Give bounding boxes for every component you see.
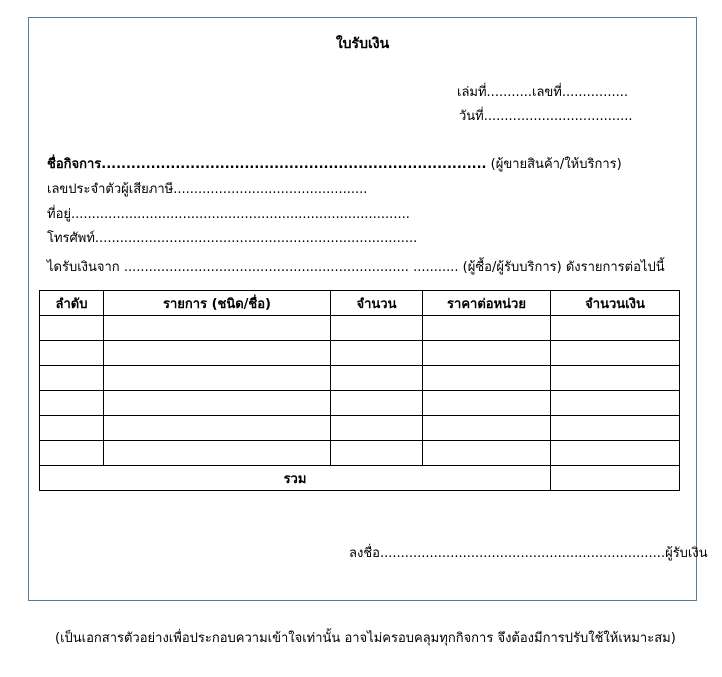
table-cell[interactable] xyxy=(104,366,331,391)
table-cell[interactable] xyxy=(331,441,423,466)
receipt-form xyxy=(28,17,708,601)
table-header-row xyxy=(40,291,680,316)
header-unit-price: ราคาต่อหน่วย xyxy=(423,291,551,316)
table-cell[interactable] xyxy=(104,341,331,366)
footnote: (เป็นเอกสารตัวอย่างเพื่อประกอบความเข้าใจเท่านั้น อาจไม่ครอบคลุมทุกกิจการ จึงต้องมีการปรับใช้ให้เหมาะสม) xyxy=(55,631,676,646)
table-cell[interactable] xyxy=(331,366,423,391)
received-from-label: ไดรับเงินจาก ..................................................................... ........... xyxy=(47,260,459,275)
business-name-label: ชื่อกิจการ.............................................................................. xyxy=(47,157,487,172)
header-quantity: จำนวน xyxy=(331,291,423,316)
document-title: ใบรับเงิน xyxy=(335,36,390,52)
table-row xyxy=(40,366,680,391)
table-row xyxy=(40,416,680,441)
header-amount: จำนวนเงิน xyxy=(551,291,680,316)
received-from-suffix: (ผู้ซื้อ/ผู้รับบริการ) ดังรายการต่อไปนี้ xyxy=(462,260,665,275)
signature-line: ลงชื่อ.....................................................................ผู้รับเงิน xyxy=(349,546,708,561)
table-cell[interactable] xyxy=(104,391,331,416)
table-cell[interactable] xyxy=(551,416,680,441)
table-cell[interactable] xyxy=(423,316,551,341)
table-row xyxy=(40,316,680,341)
table-cell[interactable] xyxy=(40,316,104,341)
table-cell[interactable] xyxy=(423,391,551,416)
book-number-line: เล่มที่...........เลขที่................ xyxy=(457,85,628,100)
tax-id-line: เลขประจำตัวผู้เสียภาษี............................................... xyxy=(47,182,368,197)
table-cell[interactable] xyxy=(40,441,104,466)
items-table xyxy=(39,290,680,491)
table-cell[interactable] xyxy=(104,441,331,466)
table-cell[interactable] xyxy=(40,366,104,391)
date-line: วันที่.................................... xyxy=(459,109,633,124)
table-row xyxy=(40,391,680,416)
table-cell[interactable] xyxy=(331,416,423,441)
received-from-line xyxy=(47,256,665,277)
table-cell[interactable] xyxy=(423,341,551,366)
table-cell[interactable] xyxy=(331,316,423,341)
address-line: ที่อยู่.................................................................................. xyxy=(47,207,410,222)
table-row xyxy=(40,341,680,366)
table-row xyxy=(40,441,680,466)
total-value[interactable] xyxy=(551,466,680,491)
table-cell[interactable] xyxy=(551,341,680,366)
table-cell[interactable] xyxy=(423,366,551,391)
table-cell[interactable] xyxy=(331,391,423,416)
business-name-suffix: (ผู้ขายสินค้า/ให้บริการ) xyxy=(490,157,622,172)
table-cell[interactable] xyxy=(423,441,551,466)
table-cell[interactable] xyxy=(423,416,551,441)
table-cell[interactable] xyxy=(551,316,680,341)
table-cell[interactable] xyxy=(551,391,680,416)
table-total-row xyxy=(40,466,680,491)
header-item: รายการ (ชนิด/ชื่อ) xyxy=(104,291,331,316)
business-name-line xyxy=(47,153,622,174)
table-cell[interactable] xyxy=(40,416,104,441)
table-cell[interactable] xyxy=(40,341,104,366)
total-label: รวม xyxy=(40,466,551,491)
table-cell[interactable] xyxy=(104,316,331,341)
table-cell[interactable] xyxy=(551,441,680,466)
table-cell[interactable] xyxy=(104,416,331,441)
header-seq: ลำดับ xyxy=(40,291,104,316)
table-cell[interactable] xyxy=(331,341,423,366)
table-cell[interactable] xyxy=(551,366,680,391)
phone-line: โทรศัพท์.............................................................................. xyxy=(47,231,418,246)
table-cell[interactable] xyxy=(40,391,104,416)
